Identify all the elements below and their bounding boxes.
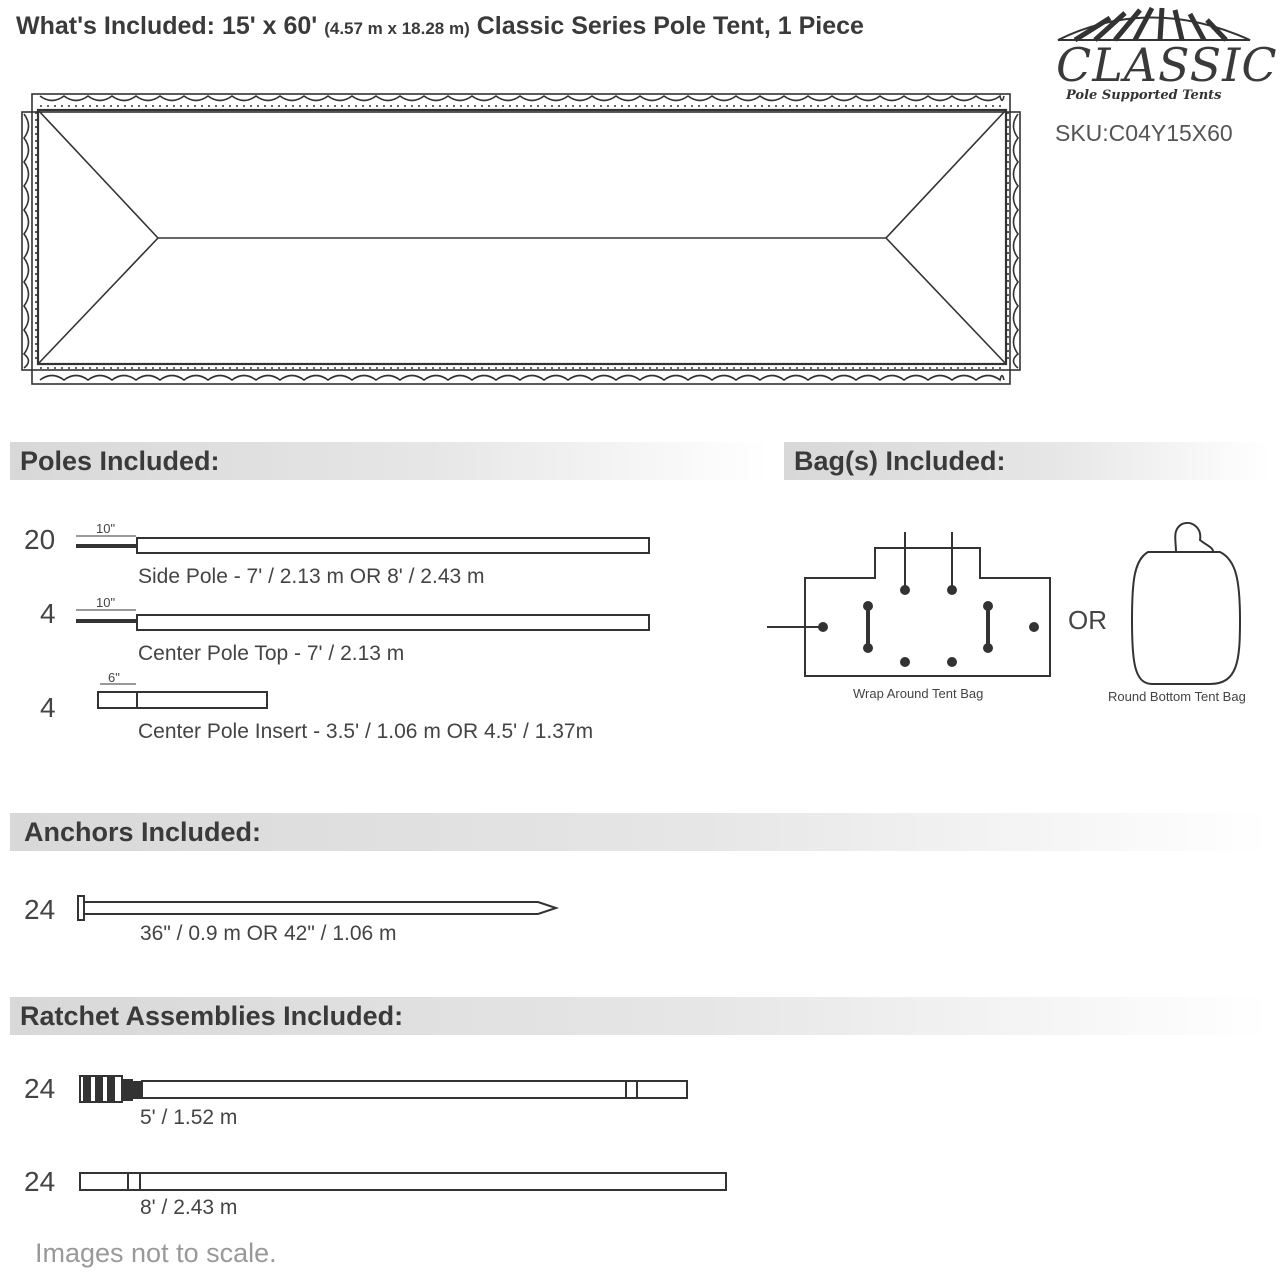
title-main: What's Included: 15' x 60'	[16, 12, 318, 40]
wrap-bag-icon	[767, 532, 1050, 676]
tent-top-view-diagram	[22, 94, 1020, 384]
side-pole-label: Side Pole - 7' / 2.13 m OR 8' / 2.43 m	[138, 565, 485, 588]
stake-icon	[78, 896, 556, 920]
side-pole-icon	[76, 536, 649, 553]
round-bag-label: Round Bottom Tent Bag	[1108, 689, 1246, 704]
classic-tent-logo-icon	[1058, 8, 1250, 40]
bags-or-text: OR	[1068, 605, 1107, 635]
sku-label: SKU:C04Y15X60	[1055, 120, 1233, 146]
not-to-scale-note: Images not to scale.	[35, 1238, 277, 1268]
bags-section-band	[784, 442, 1270, 480]
poles-section-band	[10, 442, 770, 480]
ratchet-8-label: 8' / 2.43 m	[140, 1196, 238, 1219]
center-pole-top-icon	[76, 610, 649, 630]
center-pole-insert-icon	[98, 684, 267, 708]
wrap-bag-label: Wrap Around Tent Bag	[853, 686, 984, 701]
ratchet-5-label: 5' / 1.52 m	[140, 1106, 238, 1129]
anchor-qty: 24	[24, 894, 56, 925]
anchors-section-band	[10, 813, 1270, 851]
logo-wordmark: CLASSIC	[1056, 38, 1278, 92]
poles-heading: Poles Included:	[20, 446, 220, 476]
center-pole-top-pin-label: 10"	[96, 595, 116, 610]
logo-tagline: Pole Supported Tents	[1066, 88, 1222, 103]
side-pole-qty: 20	[24, 524, 56, 555]
ratchets-section-band	[10, 997, 1270, 1035]
bags-heading: Bag(s) Included:	[794, 446, 1006, 476]
title-rest: Classic Series Pole Tent, 1 Piece	[476, 12, 864, 40]
center-pole-top-qty: 4	[40, 598, 56, 629]
anchors-heading: Anchors Included:	[24, 817, 262, 847]
center-pole-insert-label: Center Pole Insert - 3.5' / 1.06 m OR 4.5' / 1.37m	[138, 720, 594, 743]
center-pole-insert-qty: 4	[40, 692, 56, 723]
title-metric: (4.57 m x 18.28 m)	[324, 19, 470, 38]
strap-icon	[80, 1173, 726, 1190]
ratchet-8-qty: 24	[24, 1166, 56, 1197]
center-pole-top-label: Center Pole Top - 7' / 2.13 m	[138, 642, 405, 665]
center-pole-insert-pin-label: 6"	[108, 670, 120, 685]
side-pole-pin-label: 10"	[96, 521, 116, 536]
ratchets-heading: Ratchet Assemblies Included:	[20, 1001, 404, 1031]
ratchet-5-qty: 24	[24, 1073, 56, 1104]
anchor-label: 36" / 0.9 m OR 42" / 1.06 m	[140, 922, 397, 945]
round-bag-icon	[1132, 523, 1240, 684]
ratchet-strap-icon	[80, 1076, 687, 1102]
